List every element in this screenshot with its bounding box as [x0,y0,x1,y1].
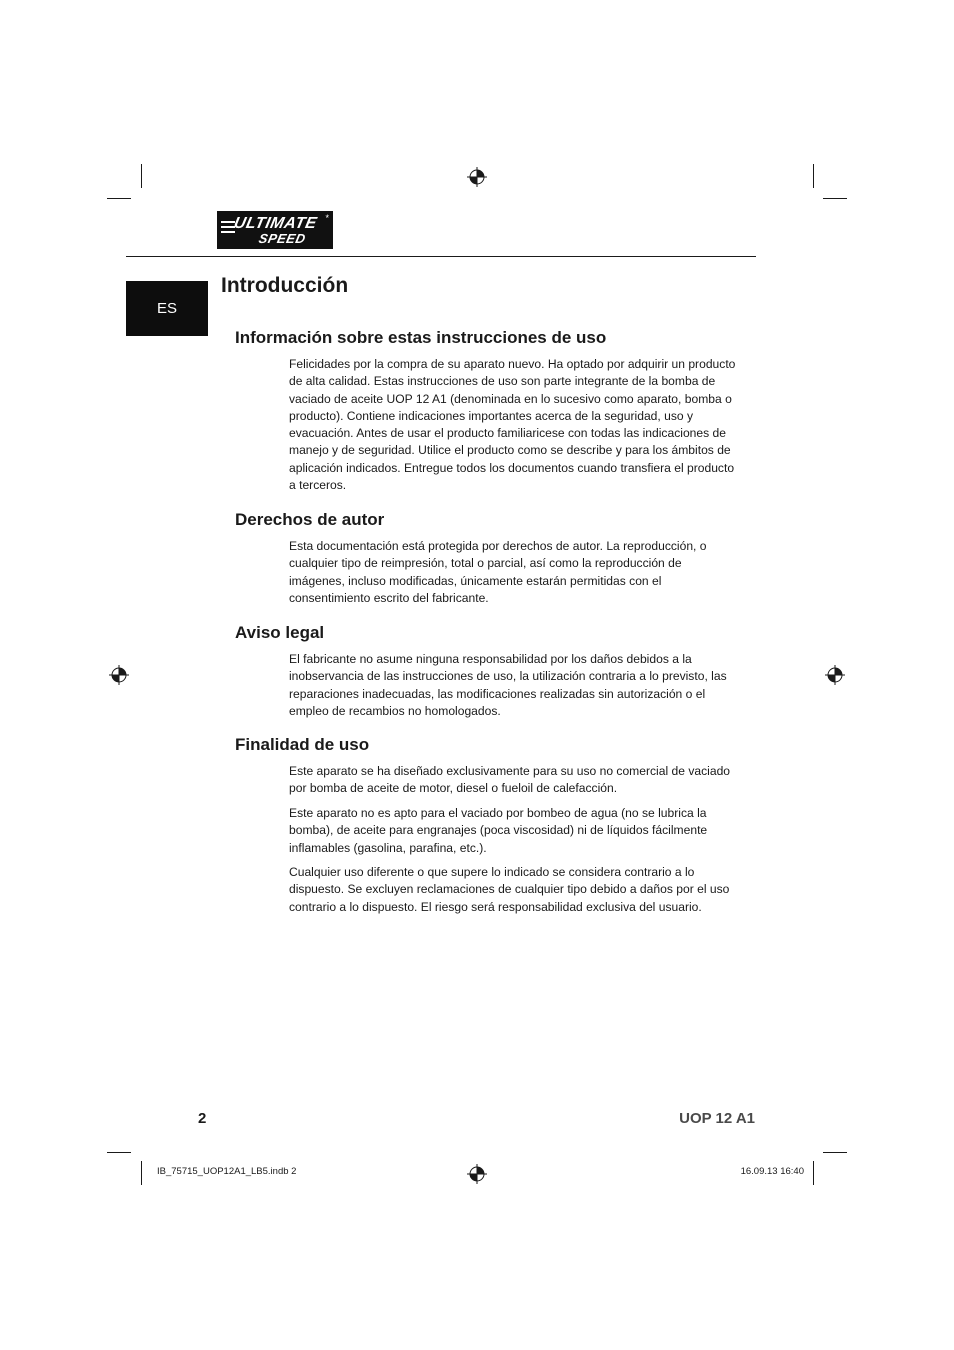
section-heading: Derechos de autor [235,510,385,529]
section-paragraph: Cualquier uso diferente o que supere lo indicado se considera contrario a lo dispuesto. Se excluyen reclamaciones de cualquier tipo debido a daños por el uso contrario a lo dispuesto. El riesgo será responsabilidad exclusiva del usuario. [289,865,730,914]
section-paragraph: Este aparato se ha diseñado exclusivamente para su uso no comercial de vaciado por bomba de aceite de motor, diesel o fueloil de calefacción. [289,764,731,796]
registration-mark-icon [467,1164,487,1184]
section-paragraph: Este aparato no es apto para el vaciado por bombeo de agua (no se lubrica la bomba), de aceite para engranajes (poca viscosidad) ni de líquidos fácilmente inflamables (gasolina, parafina, etc.). [289,806,708,855]
crop-mark [823,198,847,199]
section-heading: Aviso legal [235,623,325,642]
page-number: 2 [198,1110,207,1127]
crop-mark [107,198,131,199]
language-tab: ES [126,281,208,336]
crop-mark [823,1152,847,1153]
section-paragraph: Esta documentación está protegida por derechos de autor. La reproducción, o cualquier tipo de reimpresión, total o parcial, así como la reproducción de imágenes, incluso modificadas, únicamente estarán permitidas con el consentimiento escrito del fabricante. [289,539,707,605]
logo-mark: * [325,213,329,223]
brand-logo [217,211,333,249]
model-label: UOP 12 A1 [679,1110,755,1127]
page-title: Introducción [221,274,349,297]
crop-mark [813,1161,814,1185]
slug-date: 16.09.13 16:40 [740,1166,804,1177]
crop-mark [107,1152,131,1153]
registration-mark-icon [825,665,845,685]
section-paragraph: El fabricante no asume ninguna responsabilidad por los daños debidos a la inobservancia de las instrucciones de uso, la utilización contraria a lo previsto, las reparaciones inadecuadas, las modificaciones realizadas sin autorización o el empleo de recambios no homologados. [289,652,727,718]
section-heading: Finalidad de uso [235,735,370,754]
section-paragraph: Felicidades por la compra de su aparato nuevo. Ha optado por adquirir un producto de alta calidad. Estas instrucciones de uso son parte integrante de la bomba de vaciado de aceite UOP 12 A1 (denominada en lo sucesivo como aparato, bomba o producto). Contiene indicaciones importantes acerca de la seguridad, uso y evacuación. Antes de usar el producto familiaricese con todas las indicaciones de manejo y de seguridad. Utilice el producto como se describe y para los ámbitos de aplicación indicados. Entregue todos los documentos cuando transfiera el producto a terceros. [289,357,736,493]
slug-file: IB_75715_UOP12A1_LB5.indb 2 [157,1166,297,1177]
registration-mark-icon [109,665,129,685]
section-heading: Información sobre estas instrucciones de uso [235,328,607,347]
crop-mark [141,1161,142,1185]
header-rule [126,256,756,257]
registration-mark-icon [467,167,487,187]
logo-line-1: ULTIMATE [232,214,319,232]
logo-line-2: SPEED [257,230,307,246]
crop-mark [141,164,142,188]
crop-mark [813,164,814,188]
